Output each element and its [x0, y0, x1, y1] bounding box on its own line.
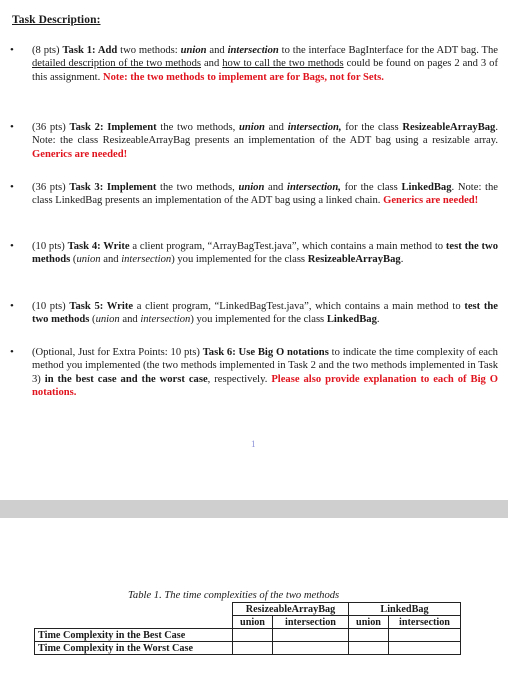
task-4-item [10, 240, 498, 267]
task-1-note: Note: the two methods to implement are for Bags, not for Sets. [102, 71, 384, 83]
document-page-2 [0, 518, 508, 700]
task-6-text: (Optional, Just for Extra Points: 10 pts) Task 6: Use Big O notations to indicate the time complexity of each method you implemented (the two methods implemented in Task 2 and the two methods implemented in Task 3) in the best case and the worst case, respectively. Please also provide explanation to each of Big O notations. [32, 347, 498, 399]
bullet-icon: • [10, 44, 14, 56]
table-cell [273, 629, 349, 642]
row-label-best-case: Time Complexity in the Best Case [35, 629, 233, 642]
table-cell [273, 642, 349, 655]
header-intersection: intersection [389, 616, 461, 629]
detailed-description-text: detailed description of the two methods [32, 58, 202, 70]
table-cell [233, 629, 273, 642]
task-5-item [10, 300, 498, 327]
table-cell [389, 629, 461, 642]
how-to-call-text: how to call the two methods [222, 58, 344, 70]
row-label-worst-case: Time Complexity in the Worst Case [35, 642, 233, 655]
task-6-item [10, 346, 498, 400]
task-3-item [10, 181, 498, 208]
table-cell [389, 642, 461, 655]
task-2-text: (36 pts) Task 2: Implement the two methods, union and intersection, for the class ResizeableArrayBag. Note: the class ResizeableArrayBag presents an implementation of the ADT bag using a resizable array. Generics are needed! [32, 122, 499, 160]
table-cell [349, 642, 389, 655]
header-resizeablearraybag: ResizeableArrayBag [233, 603, 349, 616]
table-corner-cell [35, 616, 233, 629]
task-3-generics-note: Generics are needed! [383, 195, 479, 207]
bullet-icon: • [10, 240, 14, 252]
table-cell [233, 642, 273, 655]
bullet-icon: • [10, 121, 14, 133]
table-corner-cell [35, 603, 233, 616]
task-4-text: (10 pts) Task 4: Write a client program, “ArrayBagTest.java”, which contains a main method to test the two methods (union and intersection) you implemented for the class ResizeableArrayBag. [32, 241, 498, 266]
task-1-text: (8 pts) Task 1: Add two methods: union and intersection to the interface BagInterface for the ADT bag. The detailed description of the two methods and how to call the two methods could be found on pages 2 and 3 of this assignment. Note: the two methods to implement are for Bags, not for Sets. [32, 45, 499, 83]
header-intersection: intersection [273, 616, 349, 629]
table-cell [349, 629, 389, 642]
task-2-generics-note: Generics are needed! [32, 148, 128, 160]
table-row [35, 642, 461, 655]
bullet-icon: • [10, 300, 14, 312]
header-union: union [349, 616, 389, 629]
task-2-item [10, 121, 498, 161]
table-header-row-2 [35, 616, 461, 629]
table-caption: Table 1. The time complexities of the two methods [128, 590, 340, 601]
table-row [35, 629, 461, 642]
task-description-heading: Task Description: [12, 14, 101, 26]
table-header-row-1 [35, 603, 461, 616]
time-complexity-table [34, 602, 461, 655]
task-3-text: (36 pts) Task 3: Implement the two methods, union and intersection, for the class LinkedBag. Note: the class LinkedBag presents an implementation of the ADT bag using a linked chain. Generics are needed! [32, 182, 499, 207]
page-number: 1 [251, 439, 256, 449]
task-5-text: (10 pts) Task 5: Write a client program, “LinkedBagTest.java”, which contains a main method to test the two methods (union and intersection) you implemented for the class LinkedBag. [32, 301, 498, 326]
header-linkedbag: LinkedBag [349, 603, 461, 616]
bullet-icon: • [10, 181, 14, 193]
page-separator [0, 500, 508, 518]
bullet-icon: • [10, 346, 14, 358]
header-union: union [233, 616, 273, 629]
task-6-explanation-note: Please also provide explanation to each of Big O notations. [32, 373, 498, 399]
task-1-item [10, 44, 498, 84]
